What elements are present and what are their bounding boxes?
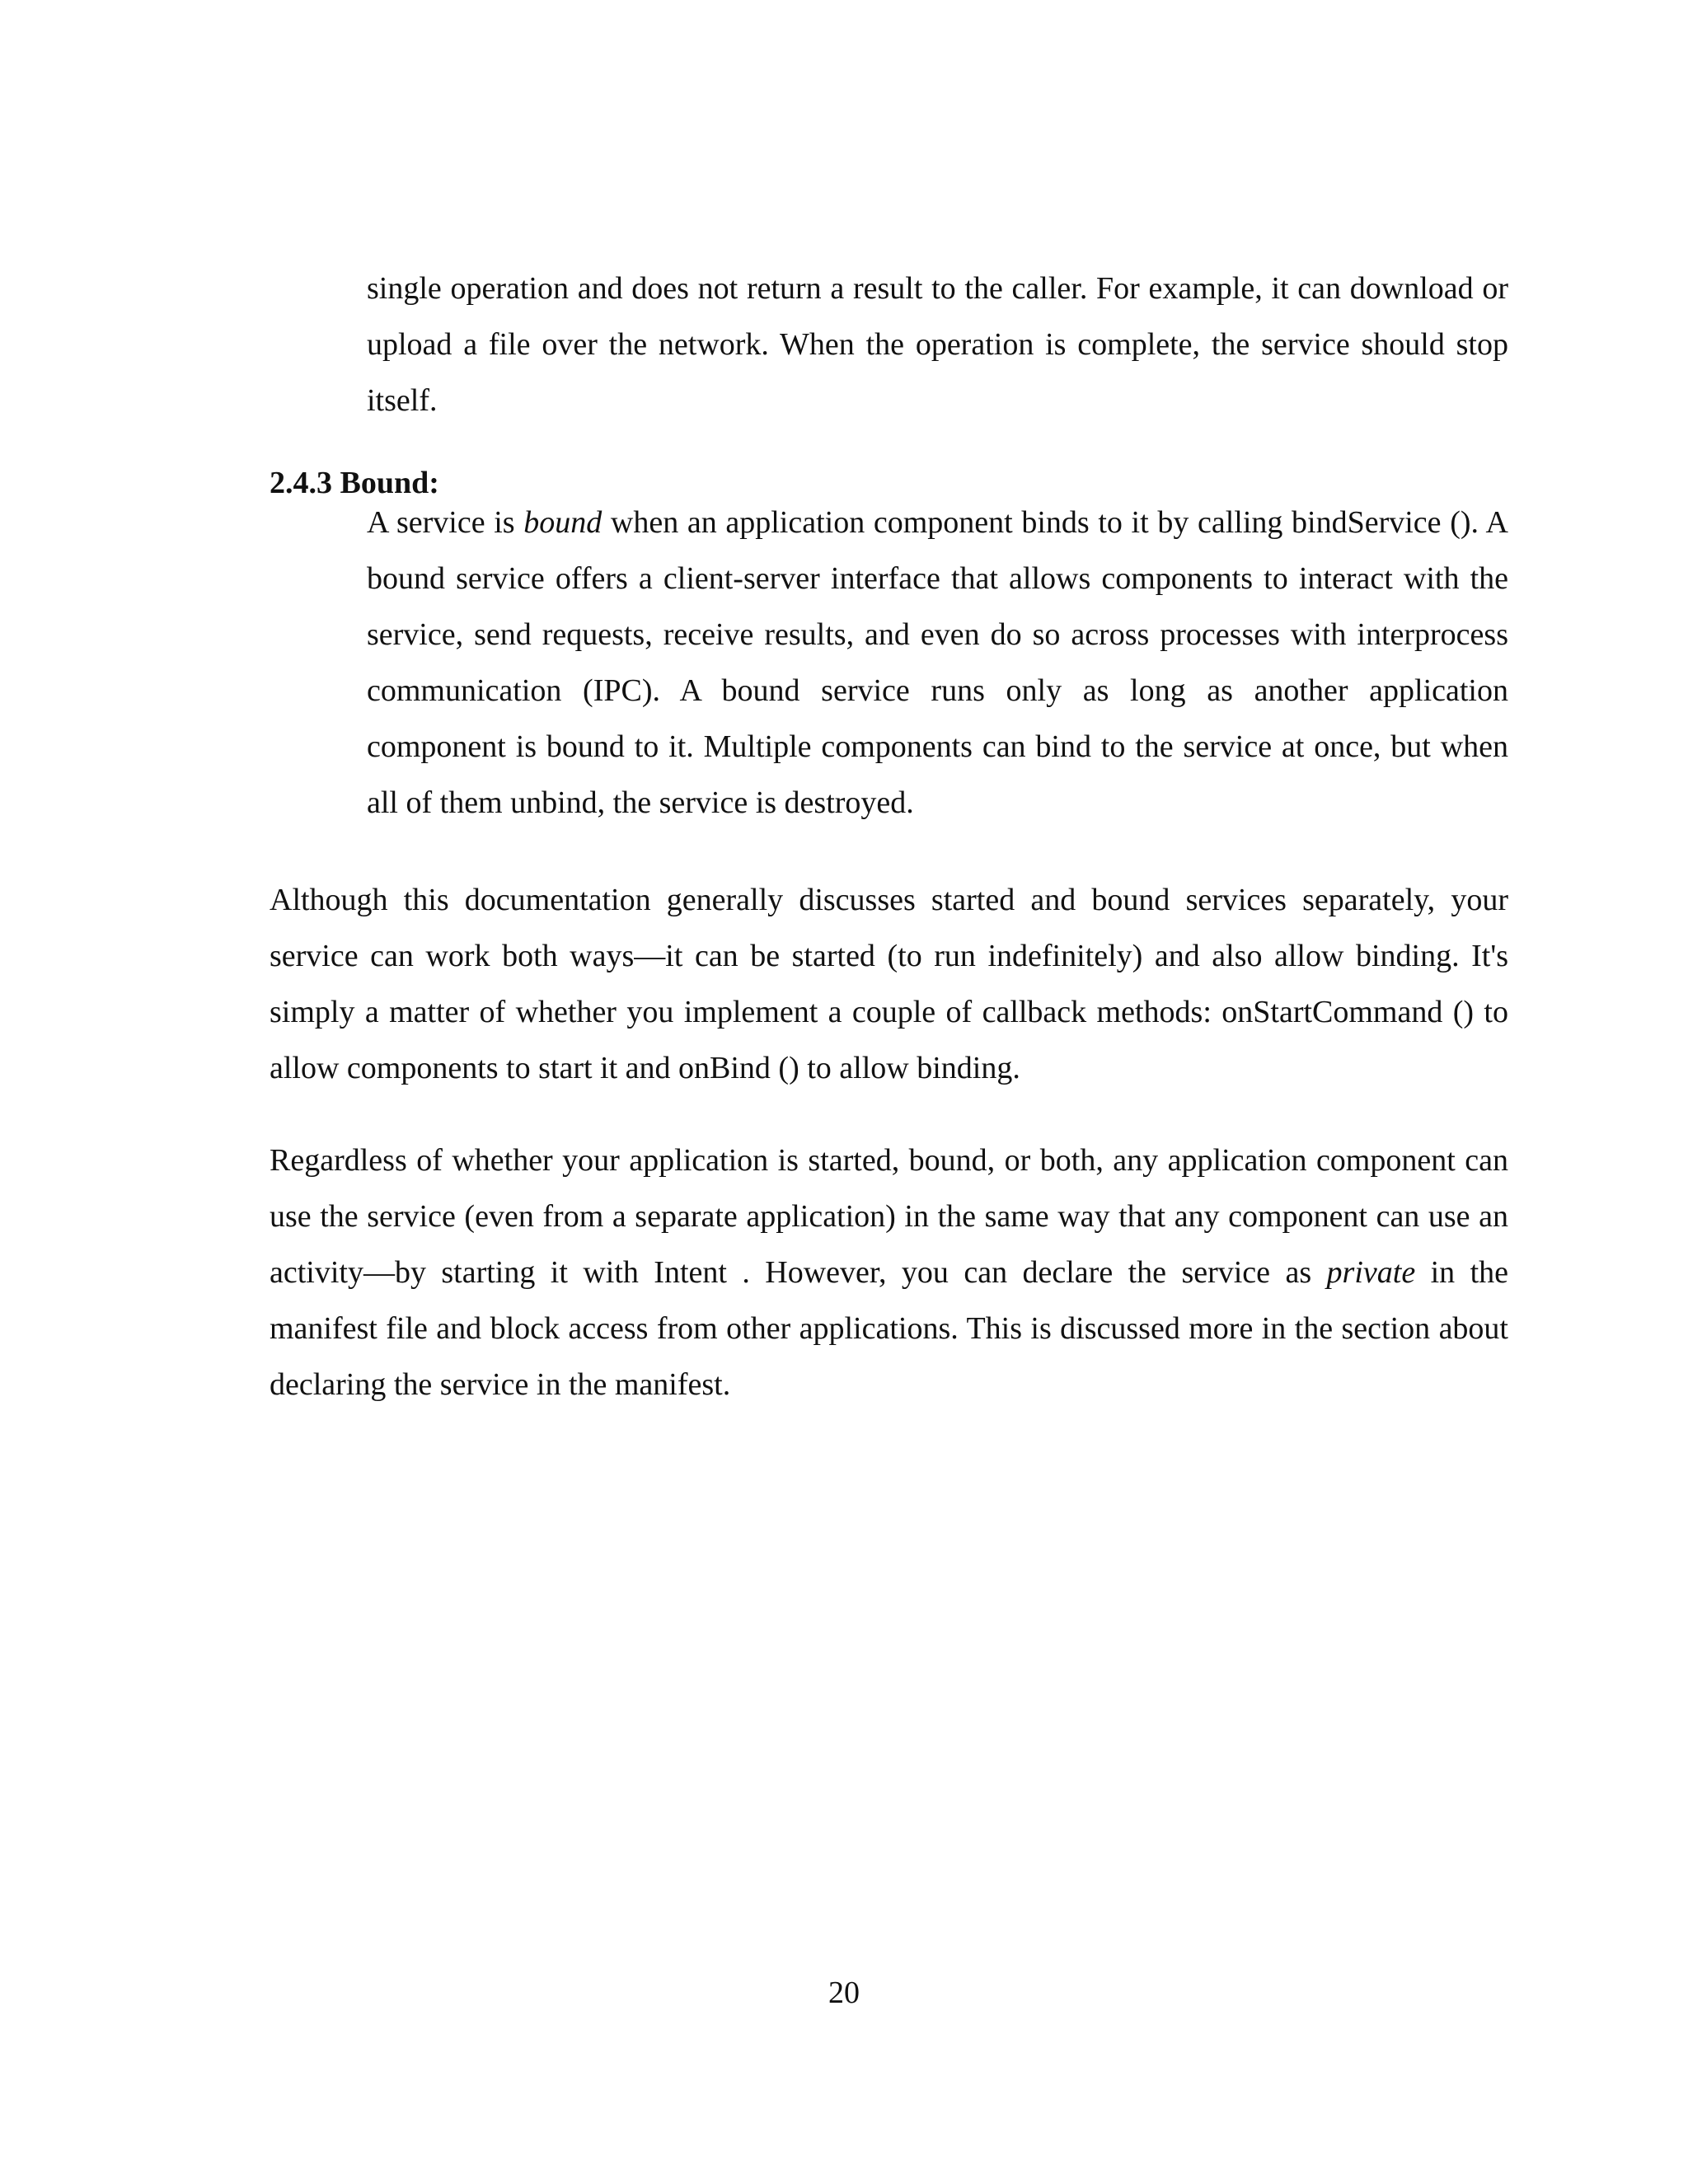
regardless-paragraph: [270, 1132, 1508, 1413]
regardless-paragraph-text-2: in the manifest file and block access from other applications. This is discussed more in the section about declaring the service in the manifest.: [270, 1255, 1509, 1402]
private-emphasis: private: [1326, 1255, 1416, 1290]
continued-paragraph: single operation and does not return a result to the caller. For example, it can download or upload a file over the network. When the operation is complete, the service should stop itself.: [367, 271, 1508, 418]
bound-emphasis: bound: [523, 505, 603, 540]
bound-paragraph: [367, 494, 1508, 831]
bound-paragraph-text-2: when an application component binds to it by calling bindService (). A bound service offers a client-server interface that allows components to interact with the service, send requests, receive results, and even do so across processes with interprocess communication (IPC). A bound service runs only as long as another application component is bound to it. Multiple components can bind to the service at once, but when all of them unbind, the service is destroyed.: [367, 505, 1508, 820]
section-heading-bound: 2.4.3 Bound:: [270, 466, 439, 500]
regardless-paragraph-text-1: Regardless of whether your application is started, bound, or both, any application component can use the service (even from a separate application) in the same way that any component can use an activity—by starting it with Intent . However, you can declare the service as: [270, 1143, 1508, 1290]
bound-paragraph-text-1: A service is: [367, 505, 524, 540]
although-paragraph: Although this documentation generally discusses started and bound services separately, your service can work both ways—it can be started (to run indefinitely) and also allow binding. It's simply a matter of whether you implement a couple of callback methods: onStartCommand () to allow components to start it and onBind () to allow binding.: [270, 883, 1508, 1085]
page-number: 20: [828, 1975, 860, 2010]
